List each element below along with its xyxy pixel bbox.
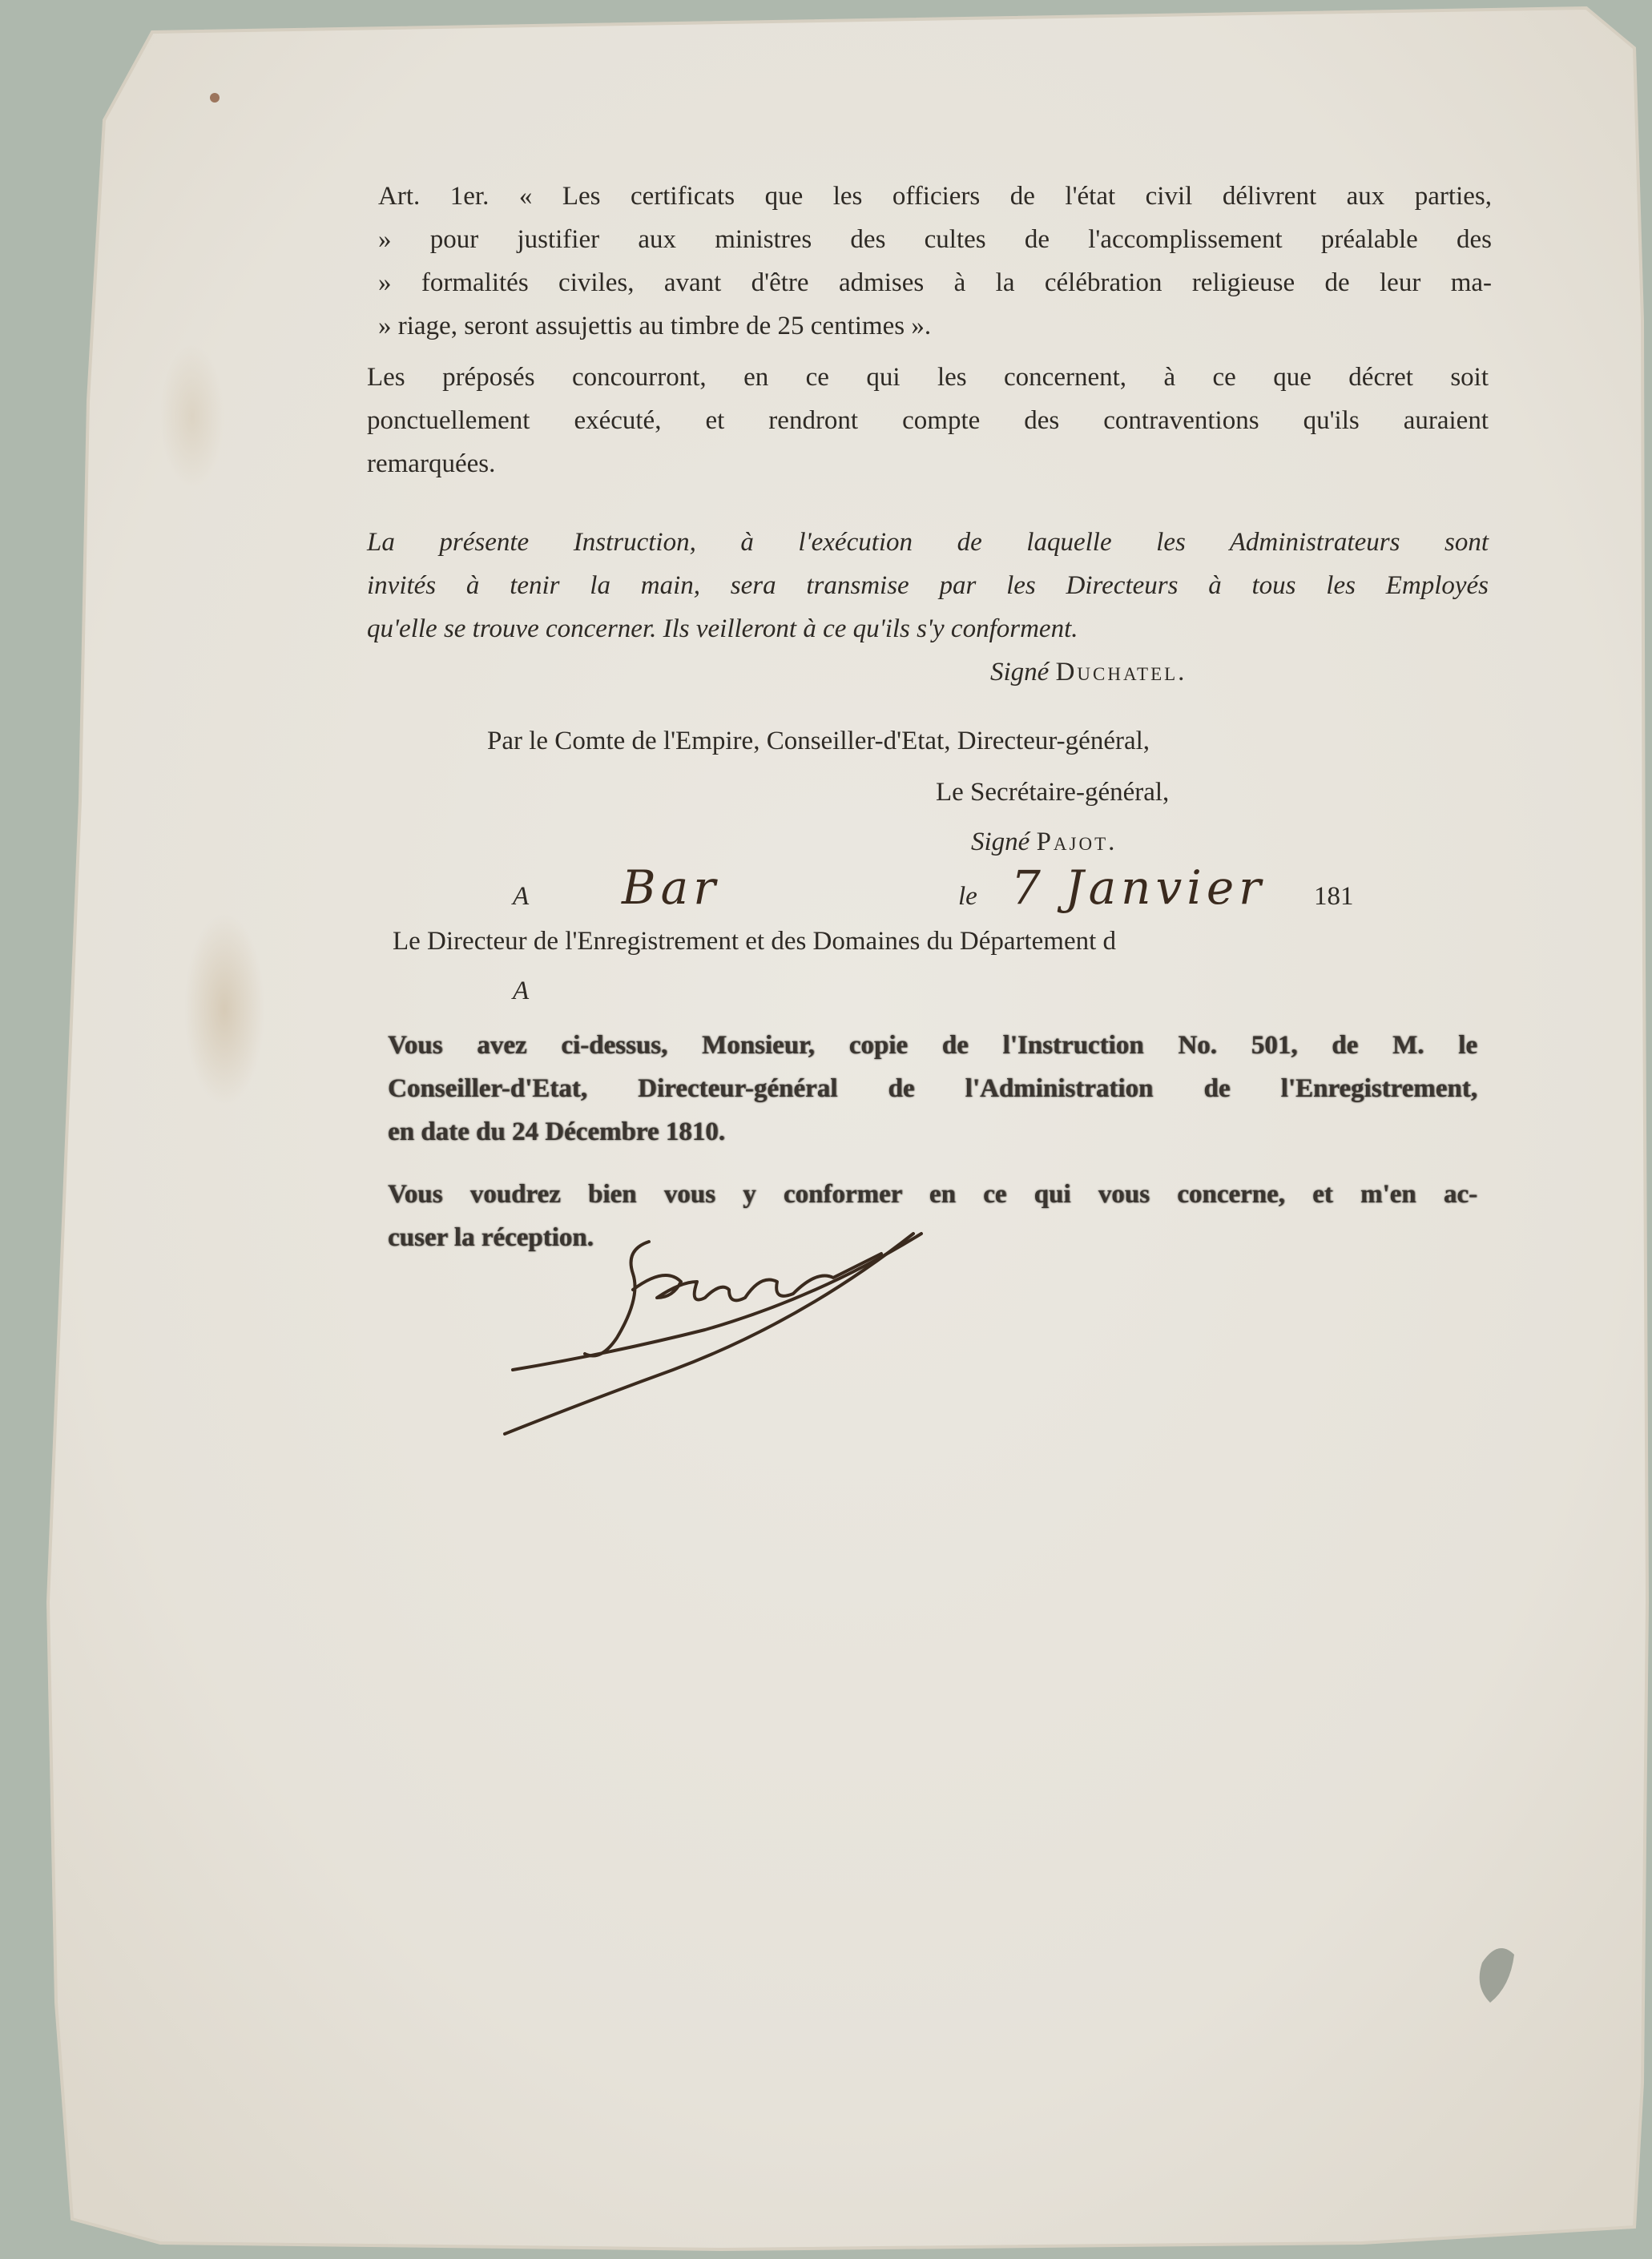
preposes-line: remarquées. <box>367 449 496 478</box>
handwritten-signature <box>497 1226 977 1453</box>
notice-paragraph <box>388 1024 1477 1154</box>
signed-pajot <box>971 820 1117 864</box>
article-line: Art. 1er. « Les certificats que les officiers de l'état civil délivrent aux parties, <box>378 182 1492 211</box>
date-year: 181 <box>1314 882 1354 911</box>
notice-line: en date du 24 Décembre 1810. <box>388 1117 726 1146</box>
preposes-line: ponctuellement exécuté, et rendront compte des contraventions qu'ils auraient <box>367 406 1489 435</box>
par-le-comte-line: Par le Comte de l'Empire, Conseiller-d'Etat, Directeur-général, <box>487 727 1150 755</box>
closing-line: cuser la réception. <box>388 1223 594 1252</box>
signed-prefix: Signé <box>971 827 1030 856</box>
handwritten-place: Bar <box>622 860 720 915</box>
preposes-paragraph <box>367 356 1489 485</box>
notice-line: Vous avez ci-dessus, Monsieur, copie de l'Instruction No. 501, de M. le <box>388 1031 1477 1060</box>
instruction-paragraph <box>367 521 1489 650</box>
signed-name: Duchatel. <box>1055 658 1187 687</box>
handwritten-date: 7 Janvier <box>1011 860 1266 915</box>
instruction-line: qu'elle se trouve concerner. Ils veilleront à ce qu'ils s'y conforment. <box>367 614 1078 643</box>
notice-line: Conseiller-d'Etat, Directeur-général de l'Administration de l'Enregistrement, <box>388 1074 1477 1103</box>
secretaire-general-line: Le Secrétaire-général, <box>936 778 1170 807</box>
signed-duchatel <box>990 650 1187 694</box>
preposes-line: Les préposés concourront, en ce qui les concernent, à ce que décret soit <box>367 363 1489 392</box>
article-line: » formalités civiles, avant d'être admises à la célébration religieuse de leur ma- <box>378 268 1492 297</box>
directeur-line: Le Directeur de l'Enregistrement et des Domaines du Département d <box>393 927 1117 956</box>
signature-strokes <box>497 1226 977 1450</box>
date-le-label: le <box>958 882 977 911</box>
instruction-line: invités à tenir la main, sera transmise par les Directeurs à tous les Employés <box>367 571 1489 600</box>
directeur-a-label: A <box>513 976 530 1005</box>
instruction-line: La présente Instruction, à l'exécution de laquelle les Administrateurs sont <box>367 528 1489 557</box>
article-line: » pour justifier aux ministres des cultes de l'accomplissement préalable des <box>378 225 1492 254</box>
signed-name: Pajot. <box>1036 827 1118 856</box>
article-line: » riage, seront assujettis au timbre de 25 centimes ». <box>378 312 932 340</box>
closing-line: Vous voudrez bien vous y conformer en ce qui vous concerne, et m'en ac- <box>388 1180 1477 1209</box>
article-paragraph <box>378 175 1492 348</box>
signed-prefix: Signé <box>990 658 1050 687</box>
place-a-label: A <box>513 882 530 911</box>
